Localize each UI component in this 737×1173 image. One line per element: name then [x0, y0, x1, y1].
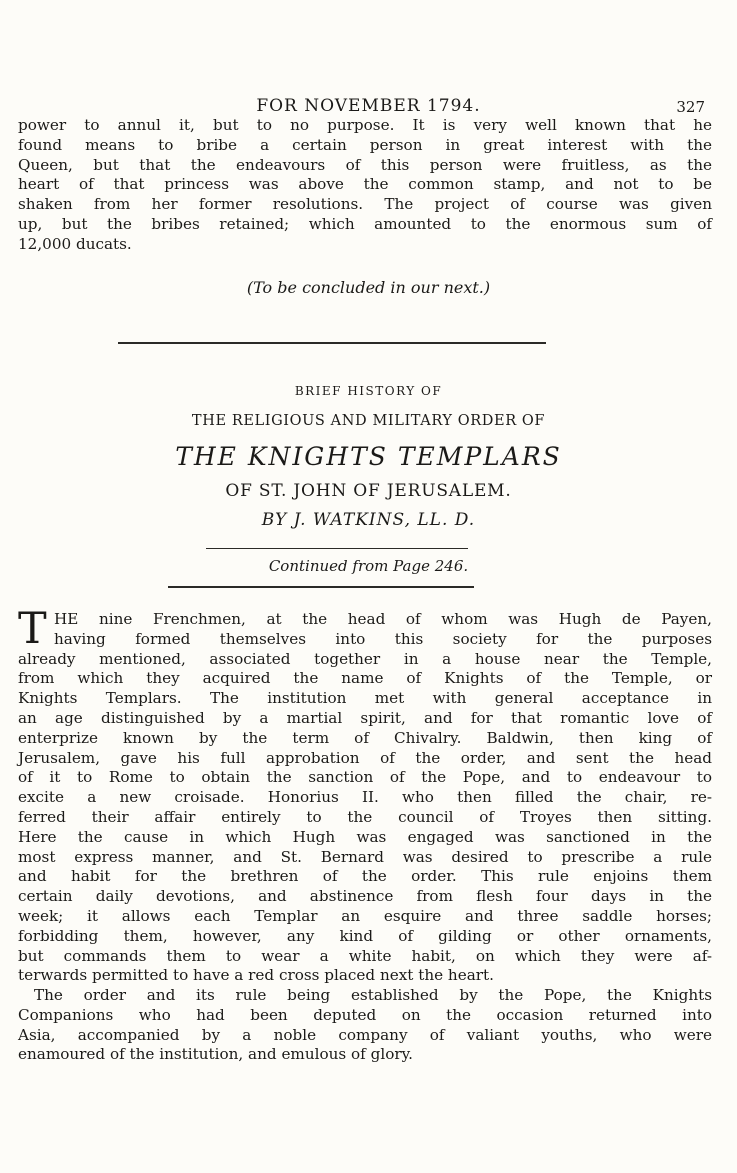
text-line: forbidding them, however, any kind of gilding or other ornaments,: [18, 926, 712, 945]
running-title: FOR NOVEMBER 1794.: [256, 96, 481, 116]
paragraph-previous-article: [18, 116, 712, 255]
paragraph-main: [18, 604, 712, 986]
to-be-concluded-note: (To be concluded in our next.): [246, 278, 491, 297]
page-number: 327: [676, 98, 705, 116]
text-line: Queen, but that the endeavours of this person were fruitless, as the: [18, 155, 712, 174]
text-line: an age distinguished by a martial spirit, and for that romantic love of: [18, 708, 712, 727]
text-line: The order and its rule being established by the Pope, the Knights: [34, 986, 712, 1004]
text-line: enterprize known by the term of Chivalry. Baldwin, then king of: [18, 728, 712, 747]
text-line: found means to bribe a certain person in great interest with the: [18, 135, 712, 154]
text-line: most express manner, and St. Bernard was desired to prescribe a rule: [18, 847, 712, 866]
text-line: Knights Templars. The institution met with general acceptance in: [18, 689, 712, 708]
continued-from-note: Continued from Page 246.: [268, 557, 469, 575]
text-line: week; it allows each Templar an esquire and three saddle horses;: [18, 906, 712, 925]
heading-knights-templars: THE KNIGHTS TEMPLARS: [175, 442, 562, 471]
text-line: heart of that princess was above the common stamp, and not to be: [18, 175, 712, 194]
text-line: having formed themselves into this society for the purposes: [54, 629, 712, 648]
paragraph-final: [18, 986, 712, 1065]
text-line: Asia, accompanied by a noble company of valiant youths, who were: [18, 1025, 712, 1044]
text-line: shaken from her former resolutions. The project of course was given: [18, 195, 712, 214]
text-line: Jerusalem, gave his full approbation of the order, and sent the head: [18, 748, 712, 767]
heading-order: THE RELIGIOUS AND MILITARY ORDER OF: [191, 413, 546, 429]
heading-divider-bottom: [168, 586, 474, 588]
section-divider: [118, 342, 546, 344]
text-line: but commands them to wear a white habit, on which they were af-: [18, 946, 712, 965]
text-line: Here the cause in which Hugh was engaged was sanctioned in the: [18, 827, 712, 846]
text-line: HE nine Frenchmen, at the head of whom was Hugh de Payen,: [54, 610, 712, 628]
heading-divider: [206, 548, 468, 549]
text-line: up, but the bribes retained; which amounted to the enormous sum of: [18, 214, 712, 233]
text-line: certain daily devotions, and abstinence from flesh four days in the: [18, 887, 712, 906]
text-line: power to annul it, but to no purpose. It is very well known that he: [18, 116, 712, 134]
text-line: Companions who had been deputed on the occasion returned into: [18, 1005, 712, 1024]
heading-author: BY J. WATKINS, LL. D.: [261, 510, 476, 530]
text-line: 12,000 ducats.: [18, 234, 132, 253]
text-line: ferred their affair entirely to the council of Troyes then sitting.: [18, 807, 712, 826]
text-line: terwards permitted to have a red cross placed next the heart.: [18, 966, 494, 985]
text-line: already mentioned, associated together in a house near the Temple,: [18, 649, 712, 668]
text-line: and habit for the brethren of the order. This rule enjoins them: [18, 867, 712, 886]
text-line: enamoured of the institution, and emulous of glory.: [18, 1045, 413, 1064]
text-line: excite a new croisade. Honorius II. who then filled the chair, re-: [18, 788, 712, 807]
drop-cap: T: [18, 604, 47, 654]
heading-st-john: OF ST. JOHN OF JERUSALEM.: [225, 481, 512, 501]
text-line: from which they acquired the name of Knights of the Temple, or: [18, 669, 712, 688]
heading-brief-history: BRIEF HISTORY OF: [294, 384, 443, 398]
text-line: of it to Rome to obtain the sanction of the Pope, and to endeavour to: [18, 768, 712, 787]
